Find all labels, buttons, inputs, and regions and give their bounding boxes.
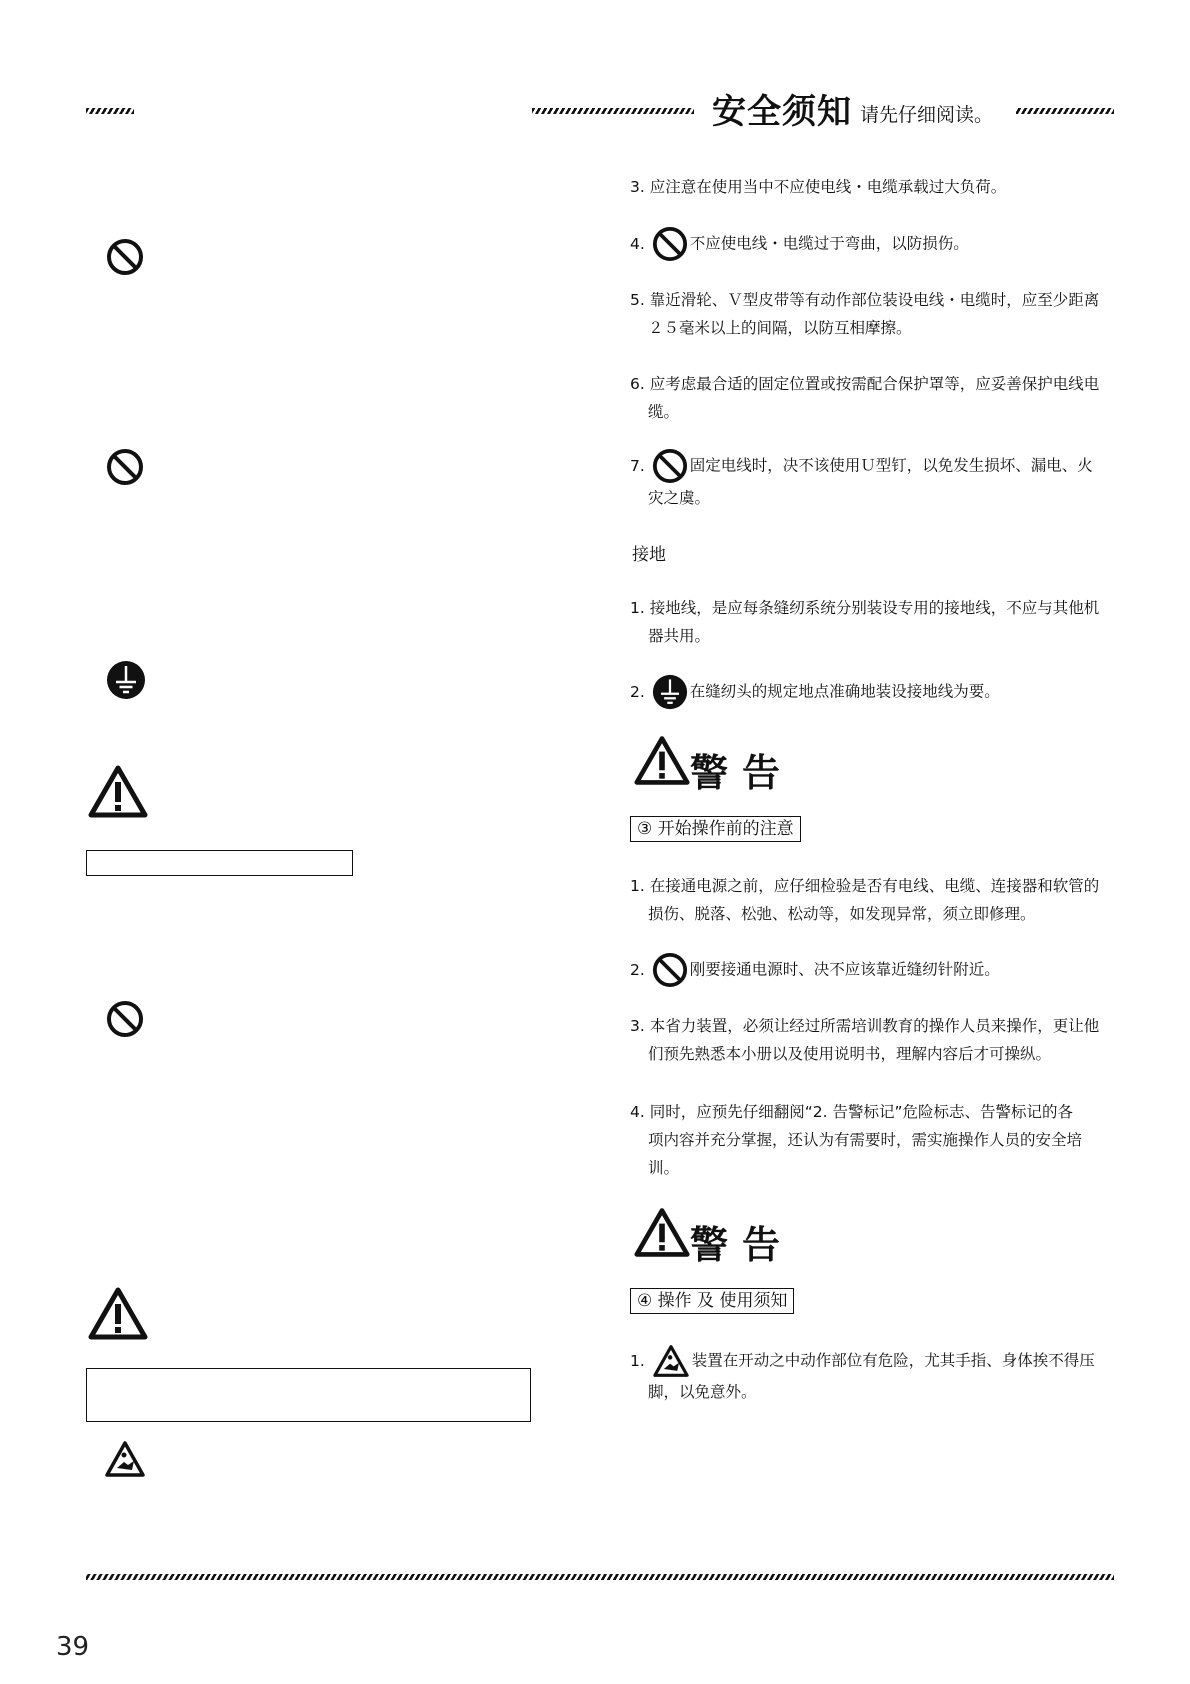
header-hatch-right <box>1016 108 1114 114</box>
item-number: 2. <box>630 960 645 979</box>
item-number: 7. <box>630 456 645 475</box>
item-number: 3. <box>630 178 645 196</box>
item-text: 灾之虞。 <box>648 489 711 507</box>
header-hatch-left <box>86 108 134 114</box>
item-text: ２５毫米以上的间隔，以防互相摩擦。 <box>648 319 912 337</box>
item-text: 损伤、脱落、松弛、松动等，如发现异常，须立即修理。 <box>648 905 1036 923</box>
header-hatch-middle <box>532 108 694 114</box>
ground-icon <box>652 674 688 710</box>
item-text: 们预先熟悉本小册以及使用说明书，理解内容后才可操纵。 <box>648 1045 1052 1063</box>
item-number: 1. <box>630 877 645 895</box>
section-box-operation-usage: ④ 操作 及 使用须知 <box>630 1288 794 1314</box>
item-text: 器共用。 <box>648 627 711 645</box>
prohibition-icon <box>652 952 688 988</box>
warning-triangle-icon <box>88 764 148 818</box>
item-number: 3. <box>630 1017 645 1035</box>
item-text: 刚要接通电源时、决不应该靠近缝纫针附近。 <box>689 960 1000 979</box>
hand-hazard-icon <box>104 1440 146 1478</box>
list-item <box>630 952 1000 988</box>
left-empty-box-2 <box>86 1368 531 1422</box>
list-item <box>630 1012 1099 1068</box>
item-text: 应考虑最合适的固定位置或按需配合保护罩等，应妥善保护电线电 <box>649 375 1100 393</box>
list-item <box>630 872 1099 928</box>
warning-triangle-icon <box>634 734 690 786</box>
prohibition-icon <box>652 226 688 262</box>
list-item <box>630 1344 1095 1406</box>
item-number: 6. <box>630 375 645 393</box>
item-number: 2. <box>630 682 645 701</box>
item-number: 5. <box>630 291 645 309</box>
page-subtitle: 请先仔细阅读。 <box>860 104 994 126</box>
item-text: 接地线，是应每条缝纫系统分别装设专用的接地线，不应与其他机 <box>649 599 1100 617</box>
section-box-before-operation: ③ 开始操作前的注意 <box>630 816 801 842</box>
warning-triangle-icon <box>88 1286 148 1340</box>
item-number: 4. <box>630 234 645 253</box>
item-text: 不应使电线・电缆过于弯曲，以防损伤。 <box>689 234 969 253</box>
item-number: 1. <box>630 599 645 617</box>
warning-title: 警告 <box>690 751 795 795</box>
list-item <box>630 448 1093 512</box>
item-text: 在接通电源之前，应仔细检验是否有电线、电缆、连接器和软管的 <box>649 877 1100 895</box>
item-text: 脚，以免意外。 <box>648 1383 757 1401</box>
item-text: 固定电线时，决不该使用Ｕ型钉，以免发生损坏、漏电、火 <box>689 456 1093 475</box>
ground-icon <box>106 660 146 700</box>
page-number: 39 <box>56 1632 90 1662</box>
item-text: 同时，应预先仔细翻阅“2. 告警标记”危险标志、告警标记的各 <box>649 1103 1074 1121</box>
prohibition-icon <box>106 448 144 486</box>
item-number: 1. <box>630 1351 645 1370</box>
item-text: 本省力装置，必须让经过所需培训教育的操作人员来操作，更让他 <box>649 1017 1100 1035</box>
hand-hazard-icon <box>652 1344 690 1378</box>
warning-triangle-icon <box>634 1206 690 1258</box>
item-text: 训。 <box>648 1159 680 1177</box>
item-text: 缆。 <box>648 403 680 421</box>
list-item <box>630 286 1099 342</box>
prohibition-icon <box>106 1000 144 1038</box>
item-text: 应注意在使用当中不应使电线・电缆承载过大负荷。 <box>649 178 1007 196</box>
footer-hatch <box>86 1574 1114 1580</box>
list-item <box>630 674 1000 710</box>
list-item <box>630 370 1099 426</box>
item-text: 靠近滑轮、Ｖ型皮带等有动作部位装设电线・电缆时，应至少距离 <box>649 291 1100 309</box>
section-heading-grounding: 接地 <box>632 545 666 565</box>
item-text: 装置在开动之中动作部位有危险，尤其手指、身体挨不得压 <box>691 1351 1095 1370</box>
page-title: 安全须知 <box>712 92 852 132</box>
list-item <box>630 594 1099 650</box>
left-empty-box-1 <box>86 850 353 876</box>
prohibition-icon <box>652 448 688 484</box>
item-text: 在缝纫头的规定地点准确地装设接地线为要。 <box>689 682 1000 701</box>
list-item <box>630 173 1006 201</box>
list-item <box>630 1098 1082 1182</box>
item-text: 项内容并充分掌握，还认为有需要时，需实施操作人员的安全培 <box>648 1131 1083 1149</box>
list-item <box>630 226 969 262</box>
item-number: 4. <box>630 1103 645 1121</box>
prohibition-icon <box>106 238 144 276</box>
warning-title: 警告 <box>690 1223 795 1267</box>
